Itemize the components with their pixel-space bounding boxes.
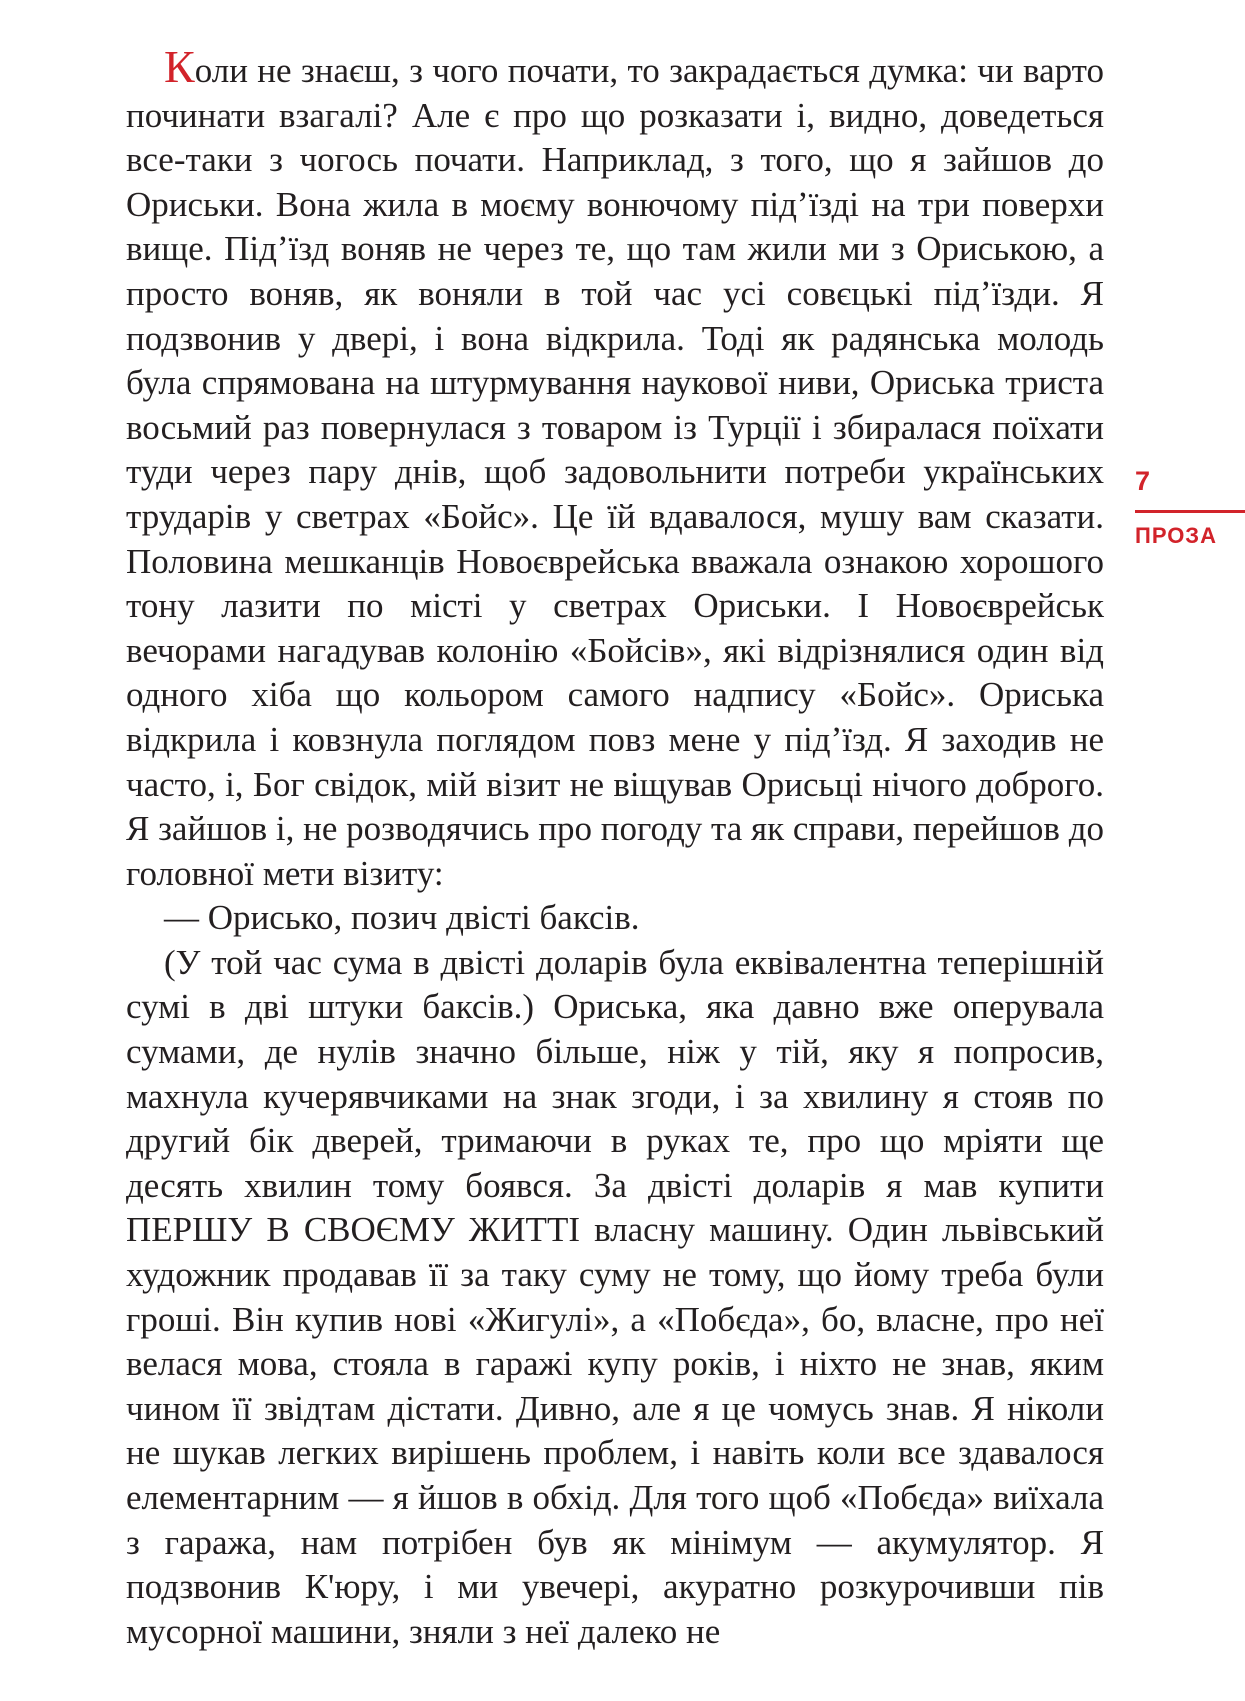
paragraph-1-text: оли не знаєш, з чого почати, то закрадається думка: чи варто починати взагалі? Але є про що розказати і, видно, доведеться все-таки з чогось почати. Наприклад, з того, що я зайшов до Ориськи. Вона жила в моєму вонючому підʼїзді на три поверхи вище. Підʼїзд воняв не через те, що там жили ми з Ориською, а просто воняв, як воняли в той час усі совєцькі підʼїзди. Я подзвонив у двері, і вона відкрила. Тоді як радянська молодь була спрямована на штурмування наукової ниви, Ориська триста восьмий раз повернулася з товаром із Турції і збиралася поїхати туди через пару днів, щоб задовольнити потреби українських трударів у светрах «Бойс». Це їй вдавалося, мушу вам сказати. Половина мешканців Новоєврейська вважала ознакою хорошого тону лазити по місті у светрах Ориськи. І Новоєврейськ вечорами нагадував колонію «Бойсів», які відрізнялися один від одного хіба що кольором самого надпису «Бойс». Ориська відкрила і ковзнула поглядом повз мене у підʼїзд. Я заходив не часто, і, Бог свідок, мій візит не віщував Орисьці нічого доброго. Я зайшов і, не розводячись про погоду та як справи, перейшов до головної мети візиту: bbox=[126, 51, 1104, 893]
paragraph-2-dialogue: — Орисько, позич двісті баксів. bbox=[164, 898, 640, 938]
page-number: 7 bbox=[1135, 466, 1151, 496]
section-tab bbox=[1135, 466, 1245, 549]
section-divider bbox=[1135, 510, 1245, 513]
paragraph-1 bbox=[126, 41, 1104, 896]
paragraph-3: (У той час сума в двісті доларів була еквівалентна теперішній сумі в дві штуки баксів.) Ориська, яка давно вже оперувала сумами, де нулів значно більше, ніж у тій, яку я попросив, махнула кучерявчиками на знак згоди, і за хвилину я стояв по другий бік дверей, тримаючи в руках те, про що мріяти ще десять хвилин тому боявся. За двісті доларів я мав купити ПЕРШУ В СВОЄМУ ЖИТТІ власну машину. Один львівський художник продавав її за таку суму не тому, що йому треба були гроші. Він купив нові «Жигулі», а «Побєда», бо, власне, про неї велася мова, стояла в гаражі купу років, і ніхто не знав, яким чином її звідтам дістати. Дивно, але я це чомусь знав. Я ніколи не шукав легких вирішень проблем, і навіть коли все здавалося елементарним — я йшов в обхід. Для того щоб «Побєда» виїхала з гаража, нам потрібен був як мінімум — акумулятор. Я подзвонив К'юру, і ми увечері, акуратно розкурочивши пів мусорної машини, зняли з неї далеко не bbox=[126, 942, 1104, 1651]
section-label: ПРОЗА bbox=[1135, 523, 1217, 548]
drop-cap: К bbox=[164, 41, 195, 92]
prose-text bbox=[126, 41, 1104, 1654]
